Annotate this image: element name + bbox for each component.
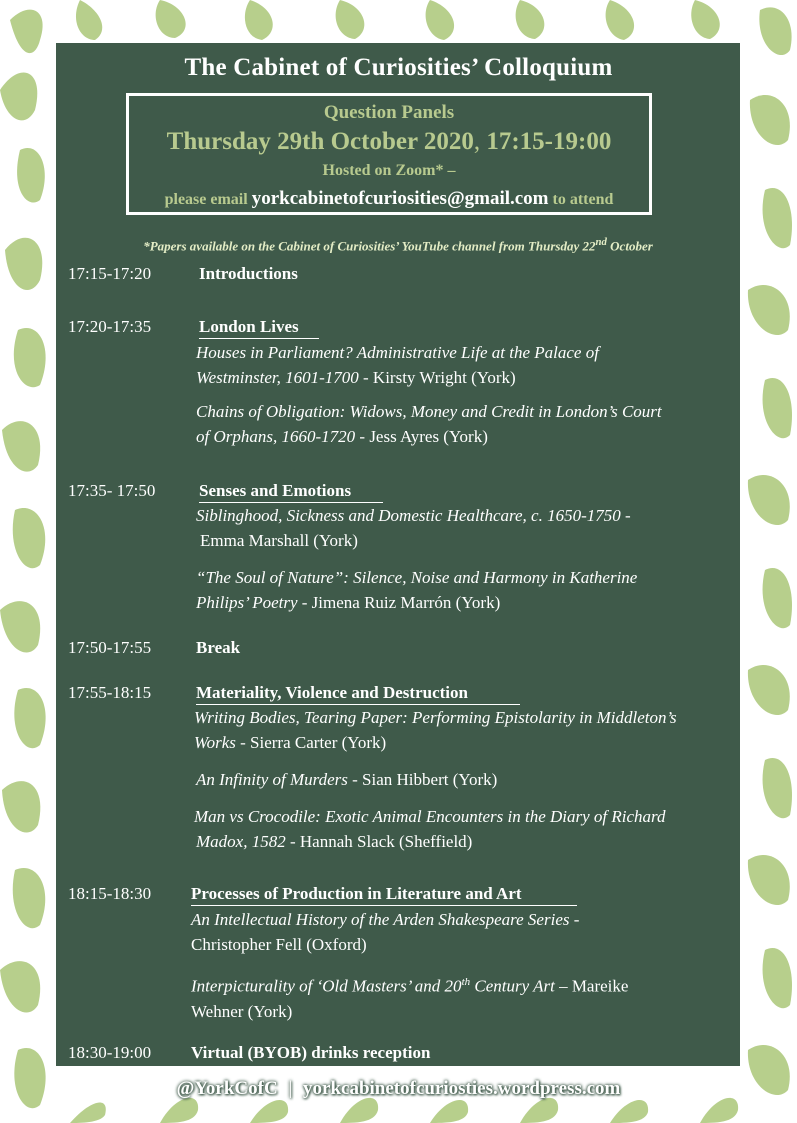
talk-item (196, 340, 599, 390)
talk-speaker: - Sierra Carter (York) (235, 733, 387, 752)
talk-title: Century Art (470, 976, 555, 996)
talk-speaker: - Kirsty Wright (York) (358, 368, 516, 387)
talk-speaker: Christopher Fell (Oxford) (191, 935, 367, 954)
footer (0, 1078, 797, 1100)
talk-title: Siblinghood, Sickness and Domestic Healthcare, c. 1650-1750 - (196, 506, 631, 525)
talk-speaker: Wehner (York) (191, 1001, 293, 1021)
hosted-note: Hosted on Zoom* – (322, 162, 456, 179)
papers-note-tail: October (606, 238, 653, 254)
slot-title: Introductions (199, 264, 298, 283)
talk-title: Houses in Parliament? Administrative Life at the Palace of (196, 343, 599, 362)
talk-title: Chains of Obligation: Widows, Money and Credit in London’s Court (196, 402, 662, 421)
talk-title: Madox, 1582 (196, 832, 286, 851)
talk-title: Works (194, 733, 236, 752)
talk-item (191, 970, 628, 1024)
slot-time: 17:50-17:55 (68, 638, 152, 657)
talk-speaker: – Mareike (554, 976, 629, 996)
talk-speaker: - Jess Ayres (York) (355, 427, 488, 446)
talk-title: An Intellectual History of the Arden Shakespeare Series - (191, 910, 580, 929)
slot-title: Break (196, 638, 241, 657)
papers-note (56, 236, 740, 254)
talk-item (196, 565, 637, 615)
panel-title: London Lives (199, 317, 319, 339)
talk-title: Man vs Crocodile: Exotic Animal Encounters in the Diary of Richard (194, 807, 666, 826)
slot-time: 18:15-18:30 (68, 884, 152, 903)
email-prefix: please email (164, 191, 248, 208)
talk-speaker: - Sian Hibbert (York) (347, 770, 498, 789)
talk-item (196, 767, 497, 792)
talk-item (194, 804, 666, 854)
contact-email[interactable]: yorkcabinetofcuriosities@gmail.com (251, 188, 549, 209)
talk-item (191, 907, 579, 957)
footer-separator: | (288, 1078, 293, 1099)
papers-note-sup: nd (595, 236, 607, 248)
talk-title: An Infinity of Murders (196, 770, 348, 789)
talk-item (196, 399, 662, 449)
slot-time: 18:30-19:00 (68, 1043, 152, 1062)
talk-title: Writing Bodies, Tearing Paper: Performing Epistolarity in Middleton’s (194, 708, 677, 727)
panel-title: Senses and Emotions (199, 481, 383, 503)
panel-title: Materiality, Violence and Destruction (196, 683, 520, 705)
slot-time: 17:55-18:15 (68, 683, 152, 702)
email-line (129, 188, 649, 210)
twitter-handle[interactable]: @YorkCofC (176, 1078, 278, 1099)
event-datetime: Thursday 29th October 2020, 17:15-19:00 (166, 128, 612, 155)
talk-title: of Orphans, 1660-1720 (196, 427, 356, 446)
panel-title: Processes of Production in Literature and Art (191, 884, 577, 906)
talk-title: Interpicturality of ‘Old Masters’ and 20 (191, 976, 462, 996)
website-link[interactable]: yorkcabinetofcuriosties.wordpress.com (303, 1078, 621, 1099)
slot-time: 17:15-17:20 (68, 264, 152, 283)
talk-title: Philips’ Poetry (196, 593, 298, 612)
slot-title: Virtual (BYOB) drinks reception (191, 1043, 431, 1062)
talk-title-sup: th (461, 976, 471, 988)
event-info-box (126, 93, 652, 215)
talk-speaker: - Jimena Ruiz Marrón (York) (297, 593, 501, 612)
talk-title: “The Soul of Nature”: Silence, Noise and Harmony in Katherine (196, 568, 638, 587)
page-title: The Cabinet of Curiosities’ Colloquium (184, 54, 613, 81)
talk-title: Westminster, 1601-1700 (196, 368, 359, 387)
event-date: Thursday 29th October 2020 (166, 128, 474, 155)
talk-speaker: Emma Marshall (York) (200, 531, 358, 550)
papers-note-text: *Papers available on the Cabinet of Curiosities’ YouTube channel from Thursday 22 (143, 238, 596, 254)
talk-item (196, 503, 631, 553)
slot-time: 17:35- 17:50 (68, 481, 156, 500)
event-time: 17:15-19:00 (486, 128, 612, 155)
box-subtitle: Question Panels (323, 102, 455, 123)
talk-speaker: - Hannah Slack (Sheffield) (285, 832, 473, 851)
slot-time: 17:20-17:35 (68, 317, 152, 336)
email-suffix: to attend (552, 191, 614, 208)
talk-item (194, 705, 677, 755)
